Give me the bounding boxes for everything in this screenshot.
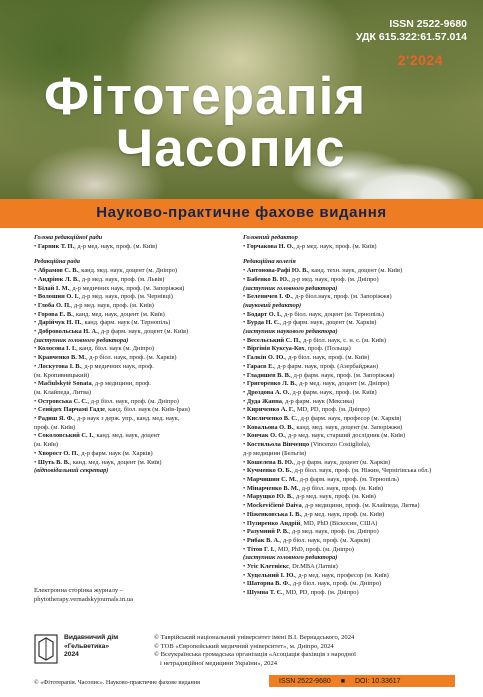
badge-doi: DOI: 10.33617 [355, 677, 401, 685]
editor-name: Кириченко А. Г. [246, 406, 294, 414]
editor-entry: • Марущко Ю. В., д-р мед. наук, проф. (м. Київ) [243, 493, 376, 501]
editor-name: Разумний Р. В. [246, 528, 289, 536]
editor-entry: • Лоскутова І. В., д-р медичних наук, проф. [34, 362, 154, 370]
editor-entry: • Кошелева В. Ю., д-р фарм. наук, доцент (м. Харків) [243, 458, 391, 466]
entry-continuation: (м. Клайпеда, Литва) [34, 388, 91, 396]
editor-entry: • Пузиренко Андрій, MD, PhD (Віскосин, США) [243, 519, 378, 527]
editor-name: Кончак О. О. [246, 432, 285, 440]
website-label: Електронна сторінка журналу – [34, 587, 124, 594]
editor-name: Хуцельний І. Ю. [246, 571, 296, 579]
editor-name: Білай І. М. [37, 284, 70, 292]
editor-name: Галкін О. Ю. [246, 354, 285, 362]
editor-entry: • Галкін О. Ю., д-р біол. наук, проф. (м. Київ) [243, 354, 370, 362]
editor-entry: • Білай І. М., д-р медичних наук, проф. (м. Запоріжжя) [34, 284, 185, 292]
editor-entry: • Кисличенко В. С., д-р фарм. наук, професор (м. Харків) [243, 415, 402, 423]
editor-entry: • Беленичев І. Ф., д-р біол.наук, проф. (м. Запоріжжя) [243, 293, 392, 301]
editor-entry: • Дуда Жанна, д-р фарм. наук (Мексика) [243, 397, 355, 405]
editor-name: Абрамов С. В. [37, 267, 79, 275]
copyright-line: © Таврійський національний університет імені В.І. Вернадського, 2024 [154, 634, 355, 641]
copyright-block [154, 634, 454, 668]
section-heading: Редакційна колегія [243, 258, 296, 266]
editor-entry: • Угіс Клетніекс, Dr.MBA (Латвія) [243, 563, 338, 571]
editor-entry: • Шаторна В. Ф., д-р біол. наук, проф. (м. Дніпро) [243, 580, 382, 588]
editor-entry: • Сеийдех Парчамі Гадзе, канд. біол. наук (м. Київ-Іран) [34, 406, 190, 414]
editor-name: Дуда Жанна [246, 397, 282, 405]
editor-name: Mockevičienė Daiva [246, 502, 302, 510]
copyright-line: і нетрадиційної медицини України», 2024 [160, 659, 278, 667]
editor-name: Марчишин С. М. [246, 475, 297, 483]
editor-name: Весельський С. П. [246, 336, 300, 344]
editor-entry: • Абрамов С. В., канд. мед. наук, доцент (м. Дніпро) [34, 267, 178, 275]
entry-continuation: д-р медицини (Бельгія) [243, 449, 307, 457]
left-editorial-column [34, 234, 234, 476]
cover-image [0, 0, 483, 228]
editor-entry: • Тітов Г. І., MD, PhD, проф. (м. Дніпро) [243, 545, 354, 553]
editor-entry: • Андріюк Л. В., д-р мед. наук, проф. (м. Львів) [34, 275, 165, 283]
editor-name: Ковальова О. В. [246, 423, 294, 431]
editor-entry: • Гараєв Е., д-р фарм. наук, проф. (Азербайджан) [243, 362, 379, 370]
editor-entry: • Бабенко В. Ю., д-р мед. наук, проф. (м. Дніпро) [243, 275, 379, 283]
publisher-year: 2024 [64, 651, 79, 658]
editor-name: Гладишев В. В. [246, 371, 291, 379]
editor-entry: • Кучменко О. Б., д-р біол. наук, проф. (м. Ніжин, Чернігівська обл.) [243, 467, 432, 475]
editor-name: Кисличенко В. С. [246, 415, 298, 423]
spacer [243, 251, 453, 258]
editor-entry: • Гладишев В. В., д-р фарм. наук, проф. (м. Запоріжжя) [243, 371, 395, 379]
role-note: (заступник головного редактора) [243, 554, 338, 562]
entry-continuation: (м. Київ) [34, 441, 58, 449]
editor-name: Рибак В. А. [246, 536, 280, 544]
section-heading: Головний редактор [243, 234, 298, 241]
editor-entry: • Ковальова О. В., канд. мед. наук, доцент (м. Запоріжжя) [243, 423, 403, 431]
editor-entry: • Григоренко Л. В., д-р мед. наук, доцент (м. Дніпро) [243, 380, 390, 388]
section-heading: Редакційна рада [34, 258, 80, 266]
editor-name: Дарійчук Н. П. [37, 319, 82, 327]
editor-entry: • Дроздова А. О., д-р фарм. наук, проф. (м. Київ) [243, 388, 377, 396]
editor-name: Мінарченко В. М. [246, 484, 299, 492]
editor-entry: • Весельський С. П., д-р біол. наук, с. н. с. (м. Київ) [243, 336, 386, 344]
editor-name: Гарник Т. П. [37, 242, 75, 250]
editor-name: Дроздова А. О. [246, 388, 290, 396]
editor-entry: • Волошин О. І., д-р мед. наук, проф. (м. Чернівці) [34, 293, 173, 301]
editor-entry: • Антонова-Рафі Ю. В., канд. техн. наук, доцент (м. Київ) [243, 267, 403, 275]
editor-entry: • Кравченко В. М., д-р біол. наук, проф. (м. Харків) [34, 354, 177, 362]
editor-name: Угіс Клетніекс [246, 563, 289, 571]
editor-entry: • Віргінія Куксуа-Кох, проф. (Польща) [243, 345, 351, 353]
badge-separator: ■ [340, 677, 345, 685]
footer [34, 634, 454, 674]
editor-name: Соколовський С. І. [37, 432, 94, 440]
editor-name: Кравченко В. М. [37, 354, 87, 362]
entry-continuation: (м. Кропивницький) [34, 371, 90, 379]
editor-name: Кучменко О. Б. [246, 467, 292, 475]
role-note: (відповідальний секретар) [34, 467, 109, 475]
editor-entry: • Шумна Т. Є., MD, PD, проф. (м. Дніпро) [243, 589, 359, 597]
editor-entry: • Соколовський С. І., канд. мед. наук, доцент [34, 432, 160, 440]
editor-name: Бурда Н. Є. [246, 319, 280, 327]
editor-name: Радиш Я. Ф. [37, 415, 74, 423]
editor-name: Тітов Г. І. [246, 545, 275, 553]
editor-name: Mačiulskytė Sonata [37, 380, 92, 388]
issn-doi-badge [269, 675, 455, 687]
editor-name: Беленичев І. Ф. [246, 293, 292, 301]
editor-entry: • Кончак О. О., д-р мед. наук, старший дослідник (м. Київ) [243, 432, 406, 440]
editor-name: Горчакова Н. О. [246, 242, 294, 250]
editor-entry: • Рибак В. А., д-р біол. наук, проф. (м. Харків) [243, 536, 371, 544]
editor-name: Гараєв Е. [246, 362, 274, 370]
role-note: (заступник наукового редактора) [243, 328, 338, 336]
editor-entry: • Марчишин С. М., д-р фарм. наук, проф. (м. Тернопіль) [243, 475, 399, 483]
editor-entry: • Мінарченко В. М., д-р біол. наук, проф. (м. Київ) [243, 484, 383, 492]
editor-entry: • Глоба О. П., д-р мед. наук, проф. (м. Київ) [34, 301, 154, 309]
publisher-line1: Видавничий дім [64, 634, 119, 641]
journal-title-line1: Фітотерапія [44, 67, 367, 126]
website-note [34, 587, 234, 604]
editor-name: Сеийдех Парчамі Гадзе [37, 406, 105, 414]
publisher-logo-icon [34, 634, 58, 664]
editor-name: Бабенко В. Ю. [246, 275, 289, 283]
entry-continuation: проф. (м. Київ) [34, 423, 76, 431]
editor-entry: • Бурда Н. Є., д-р фарм. наук, доцент (м. Харків) [243, 319, 377, 327]
editor-name: Антонова-Рафі Ю. В. [246, 267, 309, 275]
editor-name: Глоба О. П. [37, 301, 71, 309]
role-note: (заступник головного редактора) [34, 336, 129, 344]
editor-entry: • Кириченко А. Г., MD, PD, проф. (м. Дніпро) [243, 406, 370, 414]
editor-entry: • Mockevičienė Daiva, д-р медицини, проф. (м. Клайпеда, Литва) [243, 502, 420, 510]
right-editorial-column [243, 234, 453, 598]
editor-name: Кошелева В. Ю. [246, 458, 294, 466]
editor-name: Андріюк Л. В. [37, 275, 79, 283]
editor-entry: • Добровольська Н. А., д-р фарм. наук, доцент (м. Київ) [34, 328, 189, 336]
role-note: (заступник головного редактора) [243, 284, 338, 292]
publisher-block [64, 634, 154, 660]
editor-name: Пузиренко Андрій [246, 519, 301, 527]
editor-entry: • Колосова І. І., канд. біол. наук (м. Дніпро) [34, 345, 155, 353]
editor-name: Григоренко Л. В. [246, 380, 296, 388]
copyright-line: © ТОВ «Європейський медичний університет», м. Дніпро, 2024 [154, 642, 334, 650]
section-heading: Голова редакційної ради [34, 234, 103, 241]
editor-name: Шумна Т. Є. [246, 589, 283, 597]
editor-entry: • Гарник Т. П., д-р мед. наук, проф. (м. Київ) [34, 242, 158, 250]
website-link[interactable]: phytotherapy.vernadskyjournals.in.ua [34, 595, 134, 603]
publisher-line2: «Гельветика» [64, 642, 110, 650]
journal-title-line2: Часопис [116, 119, 346, 178]
editor-entry: • Дарійчук Н. П., канд. фарм. наук (м. Тернопіль) [34, 319, 171, 327]
editor-entry: • Разумний Р. В., д-р мед. наук, проф. (м. Дніпро) [243, 528, 379, 536]
editor-name: Горова Е. В. [37, 310, 73, 318]
issue-number: 2'2024 [397, 52, 443, 68]
badge-issn: ISSN 2522-9680 [279, 677, 331, 685]
cover-issn: ISSN 2522-9680 [389, 18, 467, 30]
editor-entry: • Хворост О. П., д-р фарм. наук (м. Харків) [34, 449, 153, 457]
editor-name: Колосова І. І. [37, 345, 76, 353]
editor-name: Шаторна В. Ф. [246, 580, 290, 588]
editor-name: Ніженковська І. В. [246, 510, 301, 518]
editor-name: Бодарт О. І. [246, 310, 281, 318]
editor-entry: • Хуцельний І. Ю., д-р мед. наук, професор (м. Київ) [243, 571, 389, 579]
cover-udc: УДК 615.322:61.57.014 [356, 31, 467, 43]
editor-name: Віргінія Куксуа-Кох [246, 345, 305, 353]
role-note: (науковий редактор) [243, 301, 302, 309]
copyright-line: © Всеукраїнська громадська організація «Асоціація фахівців з народної [154, 651, 357, 659]
editor-entry: • Радиш Я. Ф., д-р наук з держ. упр., канд. мед. наук, [34, 415, 180, 423]
editor-entry: • Mačiulskytė Sonata, д-р медицини, проф. [34, 380, 151, 388]
editor-name: Волошин О. І. [37, 293, 79, 301]
editor-entry: • Островська С. С., д-р біол. наук, проф. (м. Дніпро) [34, 397, 179, 405]
editor-name: Марущко Ю. В. [246, 493, 293, 501]
editor-entry: • Горчакова Н. О., д-р мед. наук, проф. (м. Київ) [243, 242, 377, 250]
editor-entry: • Шуть В. В., канд. мед. наук, доцент (м. Київ) [34, 458, 162, 466]
editor-name: Лоскутова І. В. [37, 362, 82, 370]
editor-name: Добровольська Н. А. [37, 328, 98, 336]
editor-entry: • Горова Е. В., канд. мед. наук, доцент (м. Київ) [34, 310, 165, 318]
editor-name: Хворост О. П. [37, 449, 79, 457]
journal-subtitle: Науково-практичне фахове видання [96, 204, 387, 221]
citation-line: © «Фітотерапія. Часопис». Науково-практичне фахове видання [34, 679, 201, 686]
editor-entry: • Бодарт О. І., д-р біол. наук, доцент (м. Тернопіль) [243, 310, 384, 318]
spacer [34, 251, 234, 258]
editor-entry: • Ніженковська І. В., д-р мед. наук, проф. (м. Київ) [243, 510, 385, 518]
editor-entry: • Костильола Вінченцо (Vincenzo Costigliola), [243, 441, 371, 449]
editor-name: Костильола Вінченцо [246, 441, 310, 449]
editor-name: Шуть В. В. [37, 458, 70, 466]
editor-name: Островська С. С. [37, 397, 88, 405]
